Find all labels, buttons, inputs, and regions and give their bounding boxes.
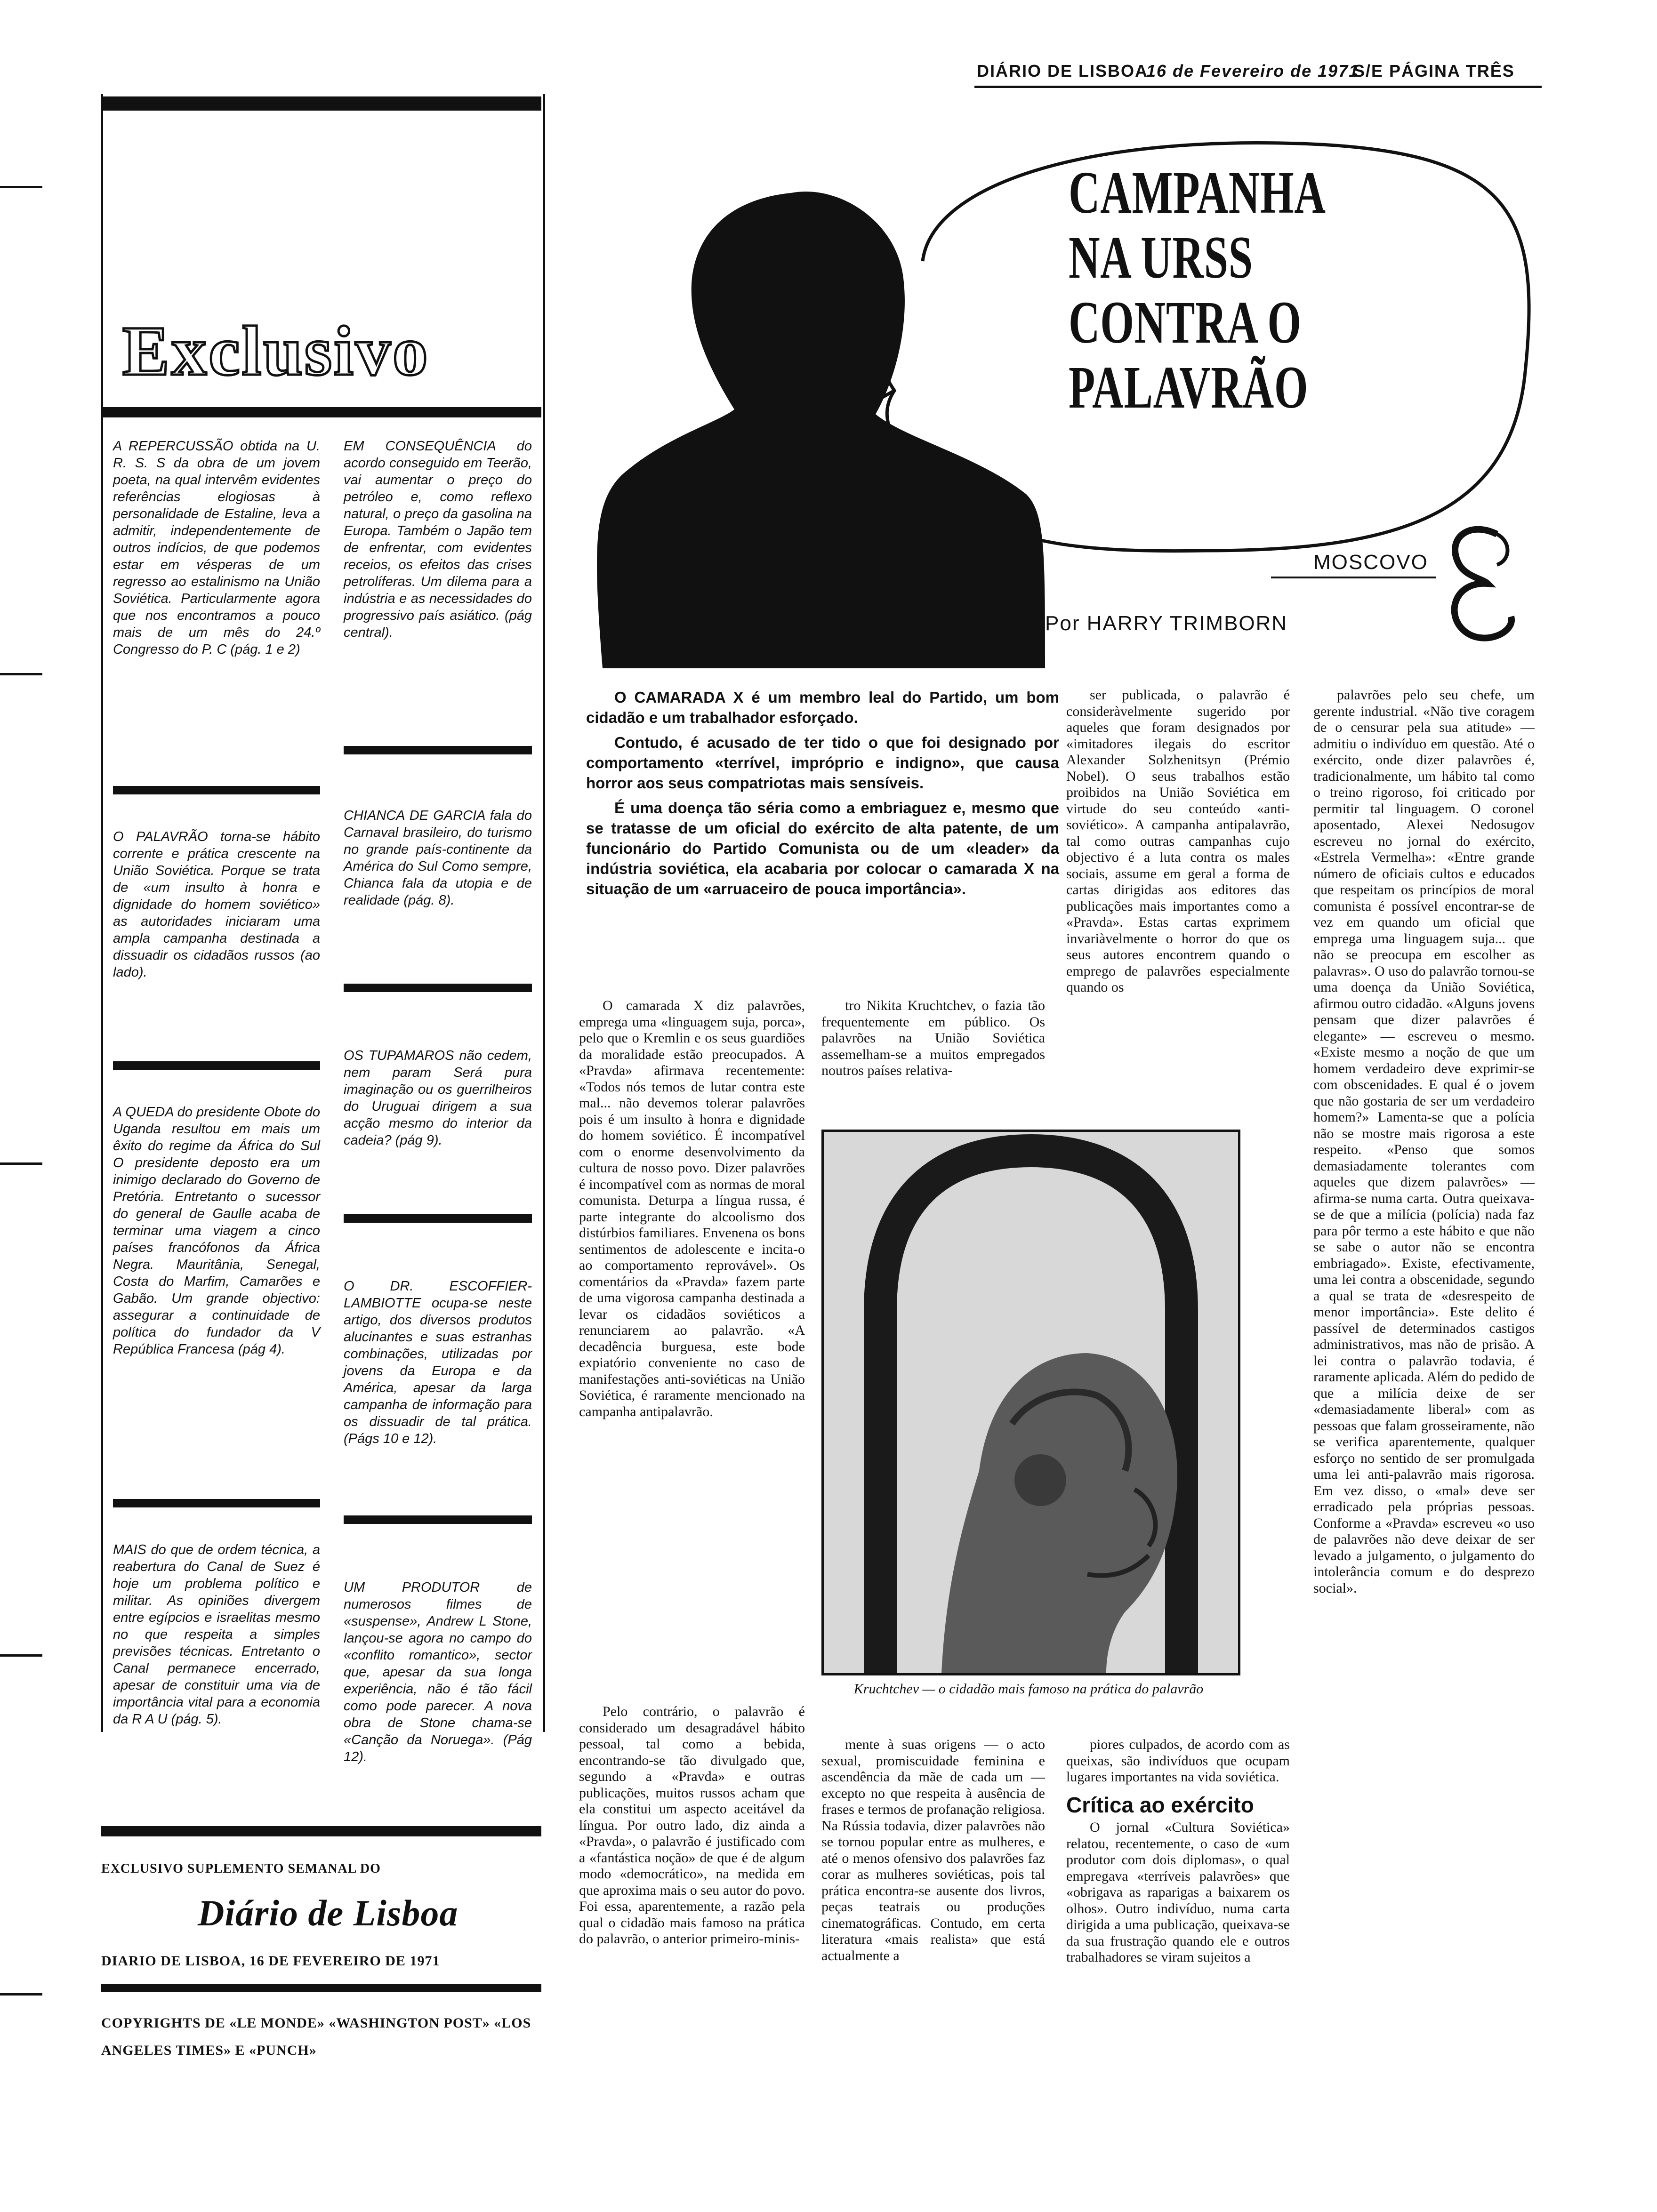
sidebar-top-bar [101,96,541,111]
sidebar-item: A QUEDA do presidente Obote do Uganda resultou em mais um êxito do regime da África do Sul O presidente deposto era um inimigo declarado do Governo de Pretória. Entretanto o sucessor do general de Gaulle acaba de terminar uma viagem a cinco países francófonos da África Negra. Mauritânia, Senegal, Costa do Marfim, Camarões e Gabão. Um grande objectivo: assegurar a continuidade de política do fundador da V República Francesa (pág 4). [113,1105,320,1357]
subhead: Crítica ao exército [1066,1792,1254,1817]
article-column-2-bottom [821,1737,1045,2174]
sidebar-footer-rule [101,1984,541,1992]
margin-mark [0,673,42,675]
article-paragraph: mente à suas origens — o acto sexual, promiscuidade feminina e ascendência da mãe de cada um — excepto no que respeita à ausência de frases e termos de profanação religiosa. Na Rússia todavia, dizer palavrões não se tornou popular entre as mulheres, e até o menos ofensivo dos palavrões faz corar as mulheres soviéticas, pois tal prática encontra-se ausente dos livros, peças teatrais ou produções cinematográficas. Contudo, em certa literatura «mais realista» que está actualmente a [821,1737,1045,1964]
dateline: MOSCOVO [1313,551,1428,574]
supplement-line: EXCLUSIVO SUPLEMENTO SEMANAL DO [101,1861,381,1876]
sidebar-title: Exclusivo [122,312,430,390]
lead-paragraph: Contudo, é acusado de ter tido o que foi designado por comportamento «terrível, impróprio e indigno», que causa horror aos seus compatriotas mais sensíveis. [586,734,1059,792]
article-paragraph: piores culpados, de acordo com as queixas, são indivíduos que ocupam lugares importantes na vida soviética. [1066,1737,1290,1785]
article-lead [586,687,1059,904]
person-silhouette [597,192,1045,668]
sidebar-divider [344,746,532,754]
masthead-date: 16 de Fevereiro de 1971 [1146,61,1359,80]
article-paragraph: ser publicada, o palavrão é consideràvelmente sugerido por aqueles que foram designados por «imitadores ilegais do escritor Alexander Solzhenitsyn (Prémio Nobel). O seus trabalhos estão proibidos na União Soviética em virtude do seu conteúdo «anti-soviético». A campanha antipalavrão, tal como outras campanhas cujo objectivo é a luta contra os males sociais, assume em geral a forma de cartas dirigidas aos editores das publicações mais importantes como a «Pravda». Estas cartas exprimem invariàvelmente o horror do que os seus autores encontrem quando o emprego de palavrões especialmente quando os [1066,687,1290,995]
article-column-1-bottom [579,1704,805,2174]
photo-caption: Kruchtchev — o cidadão mais famoso na prática do palavrão [853,1681,1204,1697]
sidebar-divider [113,1499,320,1507]
headline-line: PALAVRÃO [1069,354,1309,421]
article-column-4 [1313,687,1535,2170]
sidebar-footer-rule [101,1826,541,1836]
dateline-rule [1271,577,1436,578]
margin-mark [0,1162,42,1165]
lead-paragraph: É uma doença tão séria como a embriaguez e, mesmo que se tratasse de um oficial do exército de alta patente, de um funcionário do Partido Comunista ou de um «leader» da indústria soviética, ela acabaria por colocar o camarada X na situação de um «arruaceiro de pouca importância». [586,799,1059,898]
sidebar-item: CHIANCA DE GARCIA fala do Carnaval brasileiro, do turismo no grande país-continente da América do Sul Como sempre, Chianca fala da utopia e de realidade (pág. 8). [344,808,532,908]
article-column-1-top [579,998,805,1704]
article-paragraph: Pelo contrário, o palavrão é considerado um desagradável hábito pessoal, tal como a bebida, encontrando-se tão divulgado que, segundo a «Pravda» e outras publicações, muitos russos acham que ela constitui um aspecto aceitável da língua. Por outro lado, diz ainda a «Pravda», o palavrão é justificado com a «fantástica noção» de que é de algum modo «democrático», na medida em que aproxima mais o seu autor do povo. Foi essa, aparentemente, a razão pela qual o cidadão mais famoso na prática do palavrão, o anterior primeiro-minis- [579,1704,805,1947]
margin-mark [0,1654,42,1657]
sidebar-item: OS TUPAMAROS não cedem, nem param Será pura imaginação ou os guerrilheiros do Uruguai dirigem a sua acção mesmo do interior da cadeia? (pág 9). [344,1048,532,1148]
exclusivo-e-emblem-icon [1440,520,1520,647]
sidebar-item: A REPERCUSSÃO obtida na U. R. S. S da obra de um jovem poeta, na qual intervêm evidentes referências elogiosas à personalidade de Estaline, leva a admitir, independentemente de outros indícios, de que podemos estar em vésperas de um regresso ao estalinismo na União Soviética. Particularmente agora que nos encontramos a pouco mais de um mês do 24.º Congresso do P. C (pág. 1 e 2) [113,439,320,657]
masthead-rule [974,86,1542,88]
headline-line: CAMPANHA [1069,159,1326,226]
sidebar-title-bar [101,407,541,417]
article-headline [1069,159,1326,421]
copyright-line: COPYRIGHTS DE «LE MONDE» «WASHINGTON POST» «LOS ANGELES TIMES» E «PUNCH» [101,2015,531,2058]
article-column-2-top [821,998,1045,1120]
sidebar-divider [113,786,320,794]
sidebar-item: UM PRODUTOR de numerosos filmes de «suspense», Andrew L Stone, lançou-se agora no campo do «conflito romantico», sector que, apesar da sua longa experiência, não é tão fácil como pode parecer. A nova obra de Stone chama-se «Canção da Noruega». (Pág 12). [344,1580,532,1764]
article-column-3-top [1066,687,1290,1120]
sidebar-divider [344,984,532,992]
sidebar-item: O DR. ESCOFFIER-LAMBIOTTE ocupa-se neste artigo, dos diversos produtos alucinantes e suas estranhas combinações, utilizadas por jovens da Europa e da América, apesar da larga campanha de informação para os dissuadir de tal prática. (Págs 10 e 12). [344,1279,532,1446]
byline: Por HARRY TRIMBORN [1045,612,1288,635]
sidebar-item: MAIS do que de ordem técnica, a reabertura do Canal de Suez é hoje um problema político e militar. As opiniões divergem entre egípcios e israelitas mesmo no que respeita a simples previsões técnicas. Entretanto o Canal permanece encerrado, apesar de constituir uma via de importância vital para a economia da R A U (pág. 5). [113,1542,320,1727]
sidebar-divider [344,1515,532,1524]
margin-mark [0,1993,42,1996]
masthead-page: S/E PÁGINA TRÊS [1353,61,1515,80]
article-paragraph: O camarada X diz palavrões, emprega uma «linguagem suja, porca», pelo que o Kremlin e os seus guardiões da moralidade estão preocupados. A «Pravda» afirmava recentemente: «Todos nós temos de lutar contra este mal... não devemos tolerar palavrões pois é um insulto à honra e dignidade do homem soviético. É incompatível com o enorme desenvolvimento da cultura de nosso povo. Dizer palavrões é incompatível com as normas de moral comunista. Deturpa a língua russa, é parte integrante do alcoolismo dos distúrbios familiares. Envenena os bons sentimentos de adolescente e incita-o ao comportamento reprovável». Os comentários da «Pravda» fazem parte de uma vigorosa campanha destinada a levar os cidadãos soviéticos a renunciarem ao palavrão. «A decadência burguesa, este bode expiatório conveniente no caso de manifestações anti-soviéticas na União Soviética, é raramente mencionado na campanha antipalavrão. [579,998,805,1419]
kruchtchev-photo [821,1130,1240,1675]
headline-line: CONTRA O [1069,289,1302,356]
margin-mark [0,186,42,188]
sidebar-item: EM CONSEQUÊNCIA do acordo conseguido em Teerão, vai aumentar o preço do petróleo e, como reflexo natural, o preço da gasolina na Europa. Também o Japão tem de enfrentar, com evidentes receios, os efeitos das crises petrolíferas. Um dilema para a indústria e as necessidades do progressivo país asiático. (pág central). [344,439,532,640]
article-paragraph: tro Nikita Kruchtchev, o fazia tão frequentemente em público. Os palavrões na União Soviética assemelham-se a muitos empregados noutros países relativa- [821,998,1045,1078]
photo-halftone-image [824,1132,1238,1673]
article-paragraph: palavrões pelo seu chefe, um gerente industrial. «Não tive coragem de o censurar pela sua atitude» — admitiu o indivíduo em questão. Até o exército, onde dizer palavrões é, tradicionalmente, um hábito tal como o treino rigoroso, foi criticado por permitir tal linguagem. O coronel aposentado, Alexei Nedosugov escreveu no jornal do exército, «Estrela Vermelha»: «Entre grande número de oficiais cultos e educados que respeitam os princípios de moral comunista é possível encontrar-se de vez em quando um oficial que emprega uma linguagem suja... que não se preocupa em escolher as palavras». O uso do palavrão tornou-se uma doença da União Soviética, afirmou outro cidadão. «Alguns jovens pensam que dizer palavrões é elegante» — escreveu o mesmo. «Existe mesmo a noção de que um homem verdadeiro deve exprimir-se com obscenidades. E qual é o jovem que não gostaria de ser um verdadeiro homem?» Lamenta-se que a polícia não se mostre mais rigorosa a este respeito. «Penso que somos demasiadamente tolerantes com aqueles que dizem palavrões» — afirma-se numa carta. Outra queixava-se de que a milícia (polícia) nada faz para pôr termo a este hábito e que não se sabe o autor não se encontra embriagado». Existe, efectivamente, uma lei contra a obscenidade, segundo a qual se trata de «desrespeito de menor importância». Este delito é passível de determinados castigos administrativos, mas não de prisão. A lei contra o palavrão todavia, é raramente aplicada. Além do pedido de que a milícia deixe de ser «demasiadamente liberal» com as pessoas que falam grosseiramente, não se verifica aparentemente, qualquer esforço no sentido de ser promulgada uma lei anti-palavrão mais rigorosa. Em vez disso, o «mal» deve ser erradicado pela próprias pessoas. Conforme a «Pravda» escreveu «o uso de palavrões não deve deixar de ser levado a julgamento, o julgamento do intolerância comum e do desprezo social». [1313,687,1535,1596]
article-paragraph: O jornal «Cultura Soviética» relatou, recentemente, o caso de «um produtor com dois diplomas», o qual empregava «terríveis palavrões» que «obrigava as raparigas a baixarem os olhos». Outro indivíduo, numa carta dirigida a uma publicação, queixava-se da sua frustração quando ele e outros trabalhadores se viram sujeitos a [1066,1819,1290,1965]
headline-line: NA URSS [1069,224,1253,291]
article-column-3-bottom [1066,1737,1290,2174]
sidebar-divider [344,1214,532,1223]
paper-logo: Diário de Lisboa [198,1892,458,1933]
sidebar-item: O PALAVRÃO torna-se hábito corrente e prática crescente na União Soviética. Porque se trata de «um insulto à honra e dignidade do homem soviético» as autoridades iniciaram uma ampla campanha destinada a dissuadir os cidadãos russos (ao lado). [113,829,320,980]
sidebar-divider [113,1061,320,1070]
lead-paragraph: O CAMARADA X é um membro leal do Partido, um bom cidadão e um trabalhador esforçado. [586,689,1059,726]
edition-line: DIARIO DE LISBOA, 16 DE FEVEREIRO DE 1971 [101,1953,440,1969]
masthead-paper: DIÁRIO DE LISBOA [977,61,1149,80]
